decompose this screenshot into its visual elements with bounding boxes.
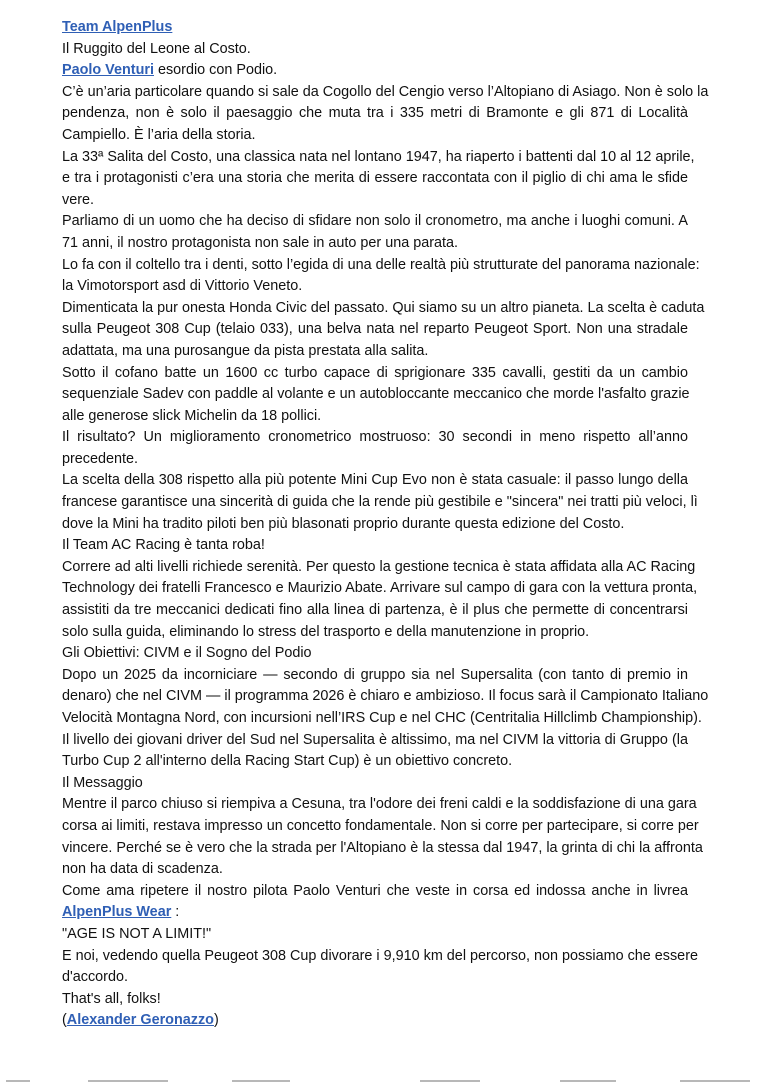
paragraph — [62, 211, 688, 254]
author-open-paren: ( — [62, 1012, 67, 1029]
scan-edge-mark — [88, 1080, 168, 1082]
paragraph-line: Il livello dei giovani driver del Sud nel Supersalita è altissimo, ma nel CIVM la vittoria di Gruppo (la — [62, 731, 688, 748]
paragraph-line: Dopo un 2025 da incorniciare — secondo di gruppo sia nel Supersalita (con tanto di premio in — [62, 666, 688, 683]
paragraph-line: Lo fa con il coltello tra i denti, sotto l’egida di una delle realtà più strutturate del panorama nazionale: — [62, 256, 700, 273]
paragraph — [62, 298, 705, 363]
article-subtitle: Il Ruggito del Leone al Costo. — [62, 40, 251, 57]
quote: "AGE IS NOT A LIMIT!" — [62, 925, 212, 942]
paragraph — [62, 665, 709, 773]
pilot-line-text: esordio con Podio. — [153, 62, 278, 79]
paragraph-line: vincere. Perché se è vero che la strada per l'Altopiano è la stessa dal 1947, la grinta di chi la affronta — [62, 839, 703, 856]
author-link[interactable]: Alexander Geronazzo — [66, 1012, 214, 1029]
paragraph-line: precedente. — [62, 450, 139, 467]
paragraph-line: Parliamo di un uomo che ha deciso di sfidare non solo il cronometro, ma anche i luoghi comuni. A — [62, 213, 688, 230]
paragraph — [62, 427, 688, 470]
team-link-line — [62, 17, 688, 39]
paragraph-line: sequenziale Sadev con paddle al volante e un autobloccante meccanico che morde l'asfalto grazie — [62, 386, 690, 403]
team-alpenplus-link[interactable]: Team AlpenPlus — [62, 19, 173, 35]
paragraph-line: Il risultato? Un miglioramento cronometrico mostruoso: 30 secondi in meno rispetto all’anno — [62, 429, 688, 446]
paragraph-line: Turbo Cup 2 all'interno della Racing Start Cup) è un obiettivo concreto. — [62, 753, 513, 770]
paragraph-line: Gli Obiettivi: CIVM e il Sogno del Podio — [62, 645, 312, 662]
closing-intro: Come ama ripetere il nostro pilota Paolo Venturi che veste in corsa ed indossa anche in livrea — [62, 882, 688, 899]
author-close-paren: ) — [213, 1012, 219, 1029]
paragraph — [62, 363, 688, 428]
pilot-link[interactable]: Paolo Venturi — [62, 62, 154, 79]
paragraph-line: solo sulla guida, eliminando lo stress del trasporto e della manutenzione in proprio. — [62, 623, 590, 640]
paragraph-line: Il Team AC Racing è tanta roba! — [62, 537, 265, 554]
paragraph — [62, 470, 698, 535]
paragraph-line: sulla Peugeot 308 Cup (telaio 033), una belva nata nel reparto Peugeot Sport. Non una stradale — [62, 321, 688, 338]
paragraph-line: Il Messaggio — [62, 774, 143, 791]
scan-edge-mark — [232, 1080, 290, 1082]
paragraph-line: Velocità Montagna Nord, con incursioni nell’IRS Cup e nel CHC (Centritalia Hillclimb Championship). — [62, 710, 702, 726]
pilot-line — [62, 60, 688, 82]
alpenplus-wear-link[interactable]: AlpenPlus Wear — [62, 904, 172, 921]
paragraph-line: denaro) che nel CIVM — il programma 2026 è chiaro e ambizioso. Il focus sarà il Campionato Italiano — [62, 688, 709, 705]
article — [62, 17, 709, 1032]
paragraph-line: Campiello. È l’aria della storia. — [62, 126, 256, 143]
paragraph — [62, 535, 688, 557]
agree-line-1: E noi, vedendo quella Peugeot 308 Cup divorare i 9,910 km del percorso, non possiamo che essere — [62, 947, 698, 964]
paragraph-line: non ha data di scadenza. — [62, 861, 223, 878]
scan-edge-mark — [560, 1080, 616, 1082]
paragraph-line: Mentre il parco chiuso si riempiva a Cesuna, tra l'odore dei freni caldi e la soddisfazione di una gara — [62, 796, 697, 813]
paragraph-line: pendenza, non è solo il paesaggio che muta tra i 335 metri di Bramonte e gli 871 di Località — [62, 105, 688, 122]
scan-edge-mark — [680, 1080, 750, 1082]
paragraph-line: La 33ª Salita del Costo, una classica nata nel lontano 1947, ha riaperto i battenti dal 10 al 12 aprile, — [62, 148, 695, 165]
article-body — [62, 82, 709, 881]
paragraph — [62, 794, 703, 880]
paragraph-line: assistiti da tre meccanici dedicati fino alla linea di partenza, è il plus che permette di concentrarsi — [62, 602, 688, 619]
signoff: That's all, folks! — [62, 990, 161, 1007]
brand-line-text: : — [171, 904, 180, 921]
paragraph-line: Correre ad alti livelli richiede serenità. Per questo la gestione tecnica è stata affidata alla AC Racing — [62, 558, 696, 575]
paragraph-line: la Vimotorsport asd di Vittorio Veneto. — [62, 278, 303, 295]
paragraph-line: 71 anni, il nostro protagonista non sale in auto per una parata. — [62, 234, 459, 251]
paragraph-line: Dimenticata la pur onesta Honda Civic del passato. Qui siamo su un altro pianeta. La scelta è caduta — [62, 299, 705, 316]
agree-line-2: d'accordo. — [62, 969, 128, 986]
paragraph-line: vere. — [62, 191, 94, 208]
brand-line — [62, 902, 688, 924]
paragraph-line: Technology dei fratelli Francesco e Maurizio Abate. Arrivare sul campo di gara con la vettura pronta, — [62, 580, 698, 597]
paragraph — [62, 773, 688, 795]
paragraph-line: La scelta della 308 rispetto alla più potente Mini Cup Evo non è stata casuale: il passo lungo della — [62, 472, 688, 489]
paragraph-line: corsa ai limiti, restava impresso un concetto fondamentale. Non si corre per partecipare, si corre per — [62, 817, 699, 834]
paragraph-line: Sotto il cofano batte un 1600 cc turbo capace di sprigionare 335 cavalli, gestiti da un cambio — [62, 364, 688, 381]
paragraph-line: dove la Mini ha tradito piloti ben più blasonati proprio durante questa edizione del Costo. — [62, 515, 625, 532]
scan-edge-mark — [420, 1080, 480, 1082]
paragraph — [62, 255, 700, 298]
paragraph-line: e tra i protagonisti c’era una storia che merita di essere raccontata con il piglio di chi ama le sfide — [62, 170, 688, 187]
paragraph — [62, 82, 709, 147]
paragraph-line: adattata, ma una purosangue da pista prestata alla salita. — [62, 342, 429, 359]
paragraph — [62, 147, 695, 212]
paragraph — [62, 557, 698, 643]
paragraph-line: alle generose slick Michelin da 18 pollici. — [62, 407, 322, 424]
paragraph-line: francese garantisce una sincerità di guida che la rende più gestibile e "sincera" nei tratti più veloci, lì — [62, 494, 698, 511]
paragraph-line: C’è un’aria particolare quando si sale da Cogollo del Cengio verso l’Altopiano di Asiago. Non è solo la — [62, 83, 709, 100]
scan-edge-mark — [6, 1080, 30, 1082]
author-line — [62, 1010, 688, 1032]
paragraph — [62, 643, 688, 665]
